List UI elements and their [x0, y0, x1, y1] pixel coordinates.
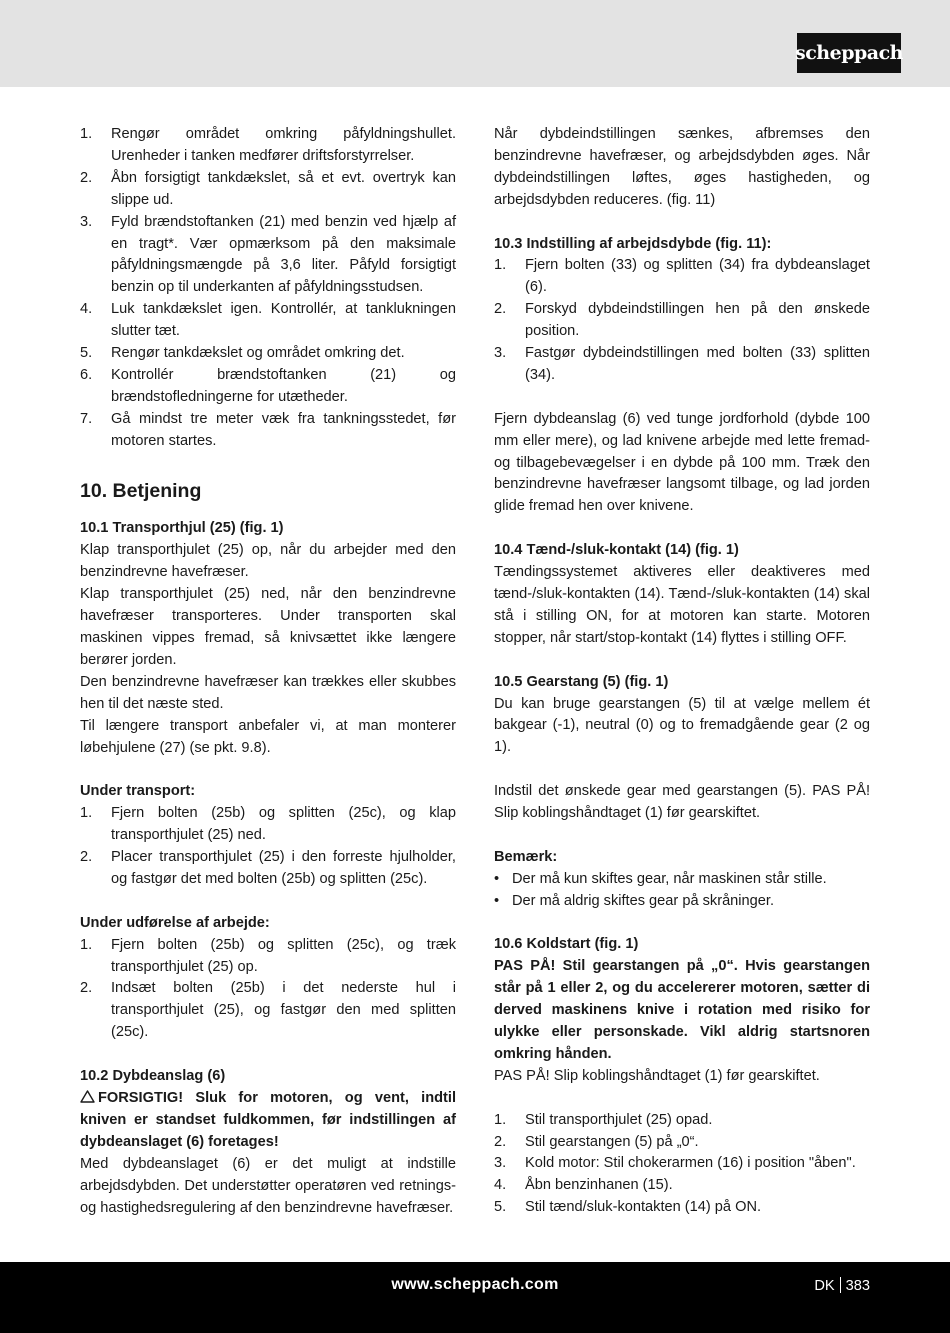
list-text: Rengør tankdækslet og området omkring det. — [111, 345, 405, 362]
list-text: Stil transporthjulet (25) opad. — [525, 1111, 713, 1128]
list-item — [80, 365, 456, 409]
footer-url[interactable]: www.scheppach.com — [391, 1276, 559, 1293]
paragraph: Fjern dybdeanslag (6) ved tunge jordforhold (dybde 100 mm eller mere), og lad knivene arbejde med lette fremad- og tilbagebevægelser i en dybde på 100 mm. Træk den benzindrevne havefræser langsomt tilbage, og lad jorden glide fremad hen over knivene. — [494, 410, 870, 515]
under-transport-heading: Under transport: — [80, 783, 196, 800]
subsection-heading-10-5: 10.5 Gearstang (5) (fig. 1) — [494, 673, 669, 690]
list-text: Fjern bolten (25b) og splitten (25c), og træk transporthjulet (25) op. — [111, 936, 456, 975]
list-item — [80, 847, 456, 891]
list-number: 1. — [80, 126, 93, 142]
list-item — [494, 1197, 870, 1219]
paragraph: Til længere transport anbefaler vi, at man monterer løbehjulene (27) (se pkt. 9.8). — [80, 717, 456, 756]
list-number: 2. — [80, 980, 93, 997]
list-item — [80, 343, 456, 365]
list-item — [80, 409, 456, 453]
depth-steps-list — [494, 255, 870, 386]
subsection-heading-10-6: 10.6 Koldstart (fig. 1) — [494, 936, 639, 953]
warning-text: FORSIGTIG! Sluk for motoren, og vent, indtil kniven er standset fuldkommen, før indstillingen af dybdeanslaget (6) foretages! — [80, 1090, 456, 1150]
paragraph: Indstil det ønskede gear med gearstangen (5). PAS PÅ! Slip koblingshåndtaget (1) før gearskiftet. — [494, 783, 870, 822]
paragraph: Når dybdeindstillingen sænkes, afbremses den benzindrevne havefræser, og arbejdsdybden øges. Når dybdeindstillingen løftes, øges hastigheden, og arbejdsdybden reduceres. (fig. 11) — [494, 126, 870, 208]
under-transport-list — [80, 803, 456, 891]
subsection-heading-10-1: 10.1 Transporthjul (25) (fig. 1) — [80, 520, 284, 537]
list-number: 1. — [494, 257, 507, 274]
warning-paragraph: PAS PÅ! Stil gearstangen på „0“. Hvis gearstangen står på 1 eller 2, og du accelererer motoren, sætter di derved maskinens knive i rotation med risiko for ulykke eller personskade. Vikl aldrig startsnoren omkring hånden. — [494, 958, 870, 1062]
list-item — [494, 255, 870, 299]
list-item — [494, 1153, 870, 1175]
language-code: DK — [814, 1278, 835, 1294]
list-item — [494, 891, 870, 913]
fuel-steps-list — [80, 124, 456, 453]
footer-divider — [840, 1277, 841, 1293]
list-text: Gå mindst tre meter væk fra tankningsstedet, før motoren startes. — [111, 410, 456, 449]
list-item — [494, 1110, 870, 1132]
list-item — [80, 299, 456, 343]
list-number: 4. — [80, 301, 93, 318]
list-item — [80, 124, 456, 168]
list-number: 5. — [80, 345, 93, 362]
notes-list — [494, 869, 870, 913]
brand-logo-text: scheppach — [795, 42, 903, 64]
list-item — [80, 935, 456, 979]
list-number: 1. — [494, 1111, 507, 1128]
note-heading: Bemærk: — [494, 848, 558, 865]
warning-paragraph — [80, 1088, 456, 1154]
list-item — [80, 803, 456, 847]
list-number: 7. — [80, 410, 93, 427]
list-text: Åbn forsigtigt tankdækslet, så et evt. overtryk kan slippe ud. — [111, 169, 456, 208]
list-text: Kold motor: Stil chokerarmen (16) i position "åben". — [525, 1155, 856, 1172]
list-text: Luk tankdækslet igen. Kontrollér, at tanklukningen slutter tæt. — [111, 301, 456, 340]
list-number: 1. — [80, 936, 93, 953]
list-text: Fyld brændstoftanken (21) med benzin ved hjælp af en tragt*. Vær opmærksom på den maksimale påfyldningsmængde på 3,6 liter. Påfyld forsigtigt benzin op til underkanten af påfyldningsstudsen. — [111, 213, 456, 296]
footer-page-indicator — [814, 1277, 870, 1294]
bullet-icon: • — [494, 870, 500, 887]
list-text: Der må aldrig skiftes gear på skråninger. — [512, 892, 774, 909]
subsection-heading-10-3: 10.3 Indstilling af arbejdsdybde (fig. 11): — [494, 235, 772, 252]
list-text: Der må kun skiftes gear, når maskinen står stille. — [512, 870, 827, 887]
paragraph: Med dybdeanslaget (6) er det muligt at indstille arbejdsdybden. Det understøtter operatøren ved retnings- og hastighedsregulering af den benzindrevne havefræser. — [80, 1155, 456, 1216]
list-number: 3. — [494, 345, 507, 362]
list-number: 2. — [80, 169, 93, 186]
paragraph: Klap transporthjulet (25) ned, når den benzindrevne havefræser transporteres. Under transporten skal maskinen vippes fremad, så knivsættet ikke længere berører jorden. — [80, 586, 456, 668]
list-text: Stil tænd/sluk-kontakten (14) på ON. — [525, 1199, 762, 1216]
list-item — [80, 212, 456, 300]
paragraph: Klap transporthjulet (25) op, når du arbejder med den benzindrevne havefræser. — [80, 542, 456, 581]
list-text: Åbn benzinhanen (15). — [525, 1177, 673, 1194]
brand-logo — [797, 33, 901, 73]
left-column — [80, 124, 456, 1219]
list-text: Stil gearstangen (5) på „0“. — [525, 1133, 699, 1150]
list-number: 3. — [80, 213, 93, 230]
paragraph: PAS PÅ! Slip koblingshåndtaget (1) før gearskiftet. — [494, 1067, 820, 1084]
list-text: Kontrollér brændstoftanken (21) og brændstofledningerne for utætheder. — [111, 366, 456, 405]
under-work-heading: Under udførelse af arbejde: — [80, 914, 270, 931]
list-item — [494, 1132, 870, 1154]
list-number: 4. — [494, 1177, 507, 1194]
list-text: Fjern bolten (33) og splitten (34) fra dybdeanslaget (6). — [525, 257, 870, 296]
subsection-heading-10-2: 10.2 Dybdeanslag (6) — [80, 1068, 226, 1085]
list-item — [494, 299, 870, 343]
list-text: Forskyd dybdeindstillingen hen på den ønskede position. — [525, 301, 870, 340]
list-number: 2. — [494, 301, 507, 318]
list-number: 5. — [494, 1199, 507, 1216]
list-number: 1. — [80, 805, 93, 822]
bullet-icon: • — [494, 892, 500, 909]
list-item — [80, 978, 456, 1044]
list-text: Indsæt bolten (25b) i det nederste hul i transporthjulet (25), og fastgør den med splitten (25c). — [111, 980, 456, 1041]
list-item — [494, 343, 870, 387]
section-heading-betjening: 10. Betjening — [80, 480, 202, 503]
list-text: Placer transporthjulet (25) i den forreste hjulholder, og fastgør det med bolten (25b) og splitten (25c). — [111, 849, 456, 887]
list-text: Rengør området omkring påfyldningshullet. Urenheder i tanken medfører driftsforstyrrelser. — [111, 126, 456, 164]
list-item — [494, 1175, 870, 1197]
list-number: 2. — [494, 1133, 507, 1150]
paragraph: Tændingssystemet aktiveres eller deaktiveres med tænd-/sluk-kontakten (14). Tænd-/sluk-kontakten (14) skal stå i stilling ON, for at motoren kan starte. Motoren stopper, når start/stop-kontakt (14) flyttes i stilling OFF. — [494, 564, 870, 646]
subsection-heading-10-4: 10.4 Tænd-/sluk-kontakt (14) (fig. 1) — [494, 542, 739, 559]
list-number: 2. — [80, 849, 93, 866]
right-column — [494, 124, 870, 1219]
paragraph: Du kan bruge gearstangen (5) til at vælge mellem ét bakgear (-1), neutral (0) og to fremadgående gear (2 og 1). — [494, 695, 870, 756]
page-number: 383 — [845, 1278, 870, 1294]
list-text: Fjern bolten (25b) og splitten (25c), og klap transporthjulet (25) ned. — [111, 805, 456, 844]
paragraph: Den benzindrevne havefræser kan trækkes eller skubbes hen til det næste sted. — [80, 673, 456, 712]
page-header — [0, 0, 950, 87]
list-number: 6. — [80, 366, 93, 383]
list-number: 3. — [494, 1155, 507, 1172]
under-work-list — [80, 935, 456, 1045]
list-text: Fastgør dybdeindstillingen med bolten (33) splitten (34). — [525, 345, 870, 383]
warning-triangle-icon — [80, 1090, 95, 1103]
list-item — [494, 869, 870, 891]
list-item — [80, 168, 456, 212]
cold-start-list — [494, 1110, 870, 1220]
page-footer — [0, 1262, 950, 1333]
